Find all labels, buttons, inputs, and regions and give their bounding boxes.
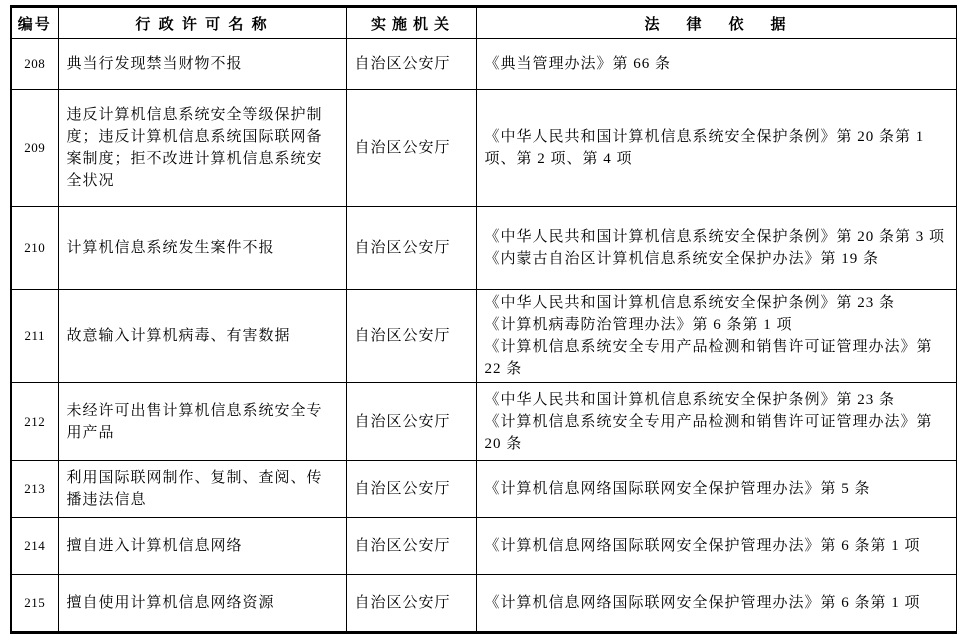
legal-line: 《计算机信息网络国际联网安全保护管理办法》第 6 条第 1 项 (484, 595, 921, 611)
row-legal (476, 575, 956, 633)
row-id: 212 (11, 383, 58, 461)
legal-line: 《计算机信息系统安全专用产品检测和销售许可证管理办法》第 22 条 (484, 339, 933, 377)
legal-line: 《典当管理办法》第 66 条 (484, 56, 672, 72)
header-legal: 法律依据 (476, 7, 956, 39)
table-row (11, 518, 956, 575)
row-name: 擅自使用计算机信息网络资源 (58, 575, 346, 633)
legal-line: 《中华人民共和国计算机信息系统安全保护条例》第 20 条第 3 项 (484, 229, 946, 245)
row-id: 213 (11, 461, 58, 518)
table-row (11, 575, 956, 633)
legal-line: 《计算机病毒防治管理办法》第 6 条第 1 项 (484, 317, 793, 333)
row-name: 擅自进入计算机信息网络 (58, 518, 346, 575)
row-agency: 自治区公安厅 (346, 290, 476, 383)
row-legal (476, 461, 956, 518)
row-agency: 自治区公安厅 (346, 90, 476, 207)
row-legal (476, 39, 956, 90)
row-legal (476, 383, 956, 461)
legal-line: 《中华人民共和国计算机信息系统安全保护条例》第 20 条第 1 项、第 2 项、第 4 项 (484, 129, 925, 167)
row-name: 故意输入计算机病毒、有害数据 (58, 290, 346, 383)
legal-line: 《内蒙古自治区计算机信息系统安全保护办法》第 19 条 (484, 251, 880, 267)
legal-line: 《计算机信息系统安全专用产品检测和销售许可证管理办法》第 20 条 (484, 413, 933, 452)
legal-line: 《中华人民共和国计算机信息系统安全保护条例》第 23 条 (484, 295, 896, 311)
table-row (11, 39, 956, 90)
row-agency: 自治区公安厅 (346, 383, 476, 461)
table-row (11, 461, 956, 518)
row-name: 典当行发现禁当财物不报 (58, 39, 346, 90)
table-row (11, 207, 956, 290)
row-agency: 自治区公安厅 (346, 518, 476, 575)
row-agency: 自治区公安厅 (346, 461, 476, 518)
row-name: 利用国际联网制作、复制、查阅、传播违法信息 (58, 461, 346, 518)
row-agency: 自治区公安厅 (346, 207, 476, 290)
table-header-row (11, 7, 956, 39)
row-id: 210 (11, 207, 58, 290)
row-legal (476, 207, 956, 290)
row-agency: 自治区公安厅 (346, 39, 476, 90)
row-legal (476, 518, 956, 575)
row-id: 214 (11, 518, 58, 575)
header-agency: 实施机关 (346, 7, 476, 39)
row-id: 211 (11, 290, 58, 383)
table-row (11, 383, 956, 461)
row-name: 未经许可出售计算机信息系统安全专用产品 (58, 383, 346, 461)
header-id: 编号 (11, 7, 58, 39)
header-name: 行政许可名称 (58, 7, 346, 39)
row-id: 209 (11, 90, 58, 207)
legal-line: 《计算机信息网络国际联网安全保护管理办法》第 6 条第 1 项 (484, 538, 921, 554)
row-name: 计算机信息系统发生案件不报 (58, 207, 346, 290)
table-row (11, 90, 956, 207)
legal-line: 《计算机信息网络国际联网安全保护管理办法》第 5 条 (484, 481, 871, 497)
row-agency: 自治区公安厅 (346, 575, 476, 633)
administrative-license-table (10, 5, 957, 634)
row-legal (476, 90, 956, 207)
legal-line: 《中华人民共和国计算机信息系统安全保护条例》第 23 条 (484, 391, 896, 408)
row-legal (476, 290, 956, 383)
table-row (11, 290, 956, 383)
row-id: 208 (11, 39, 58, 90)
row-id: 215 (11, 575, 58, 633)
row-name: 违反计算机信息系统安全等级保护制度；违反计算机信息系统国际联网备案制度；拒不改进计算机信息系统安全状况 (58, 90, 346, 207)
